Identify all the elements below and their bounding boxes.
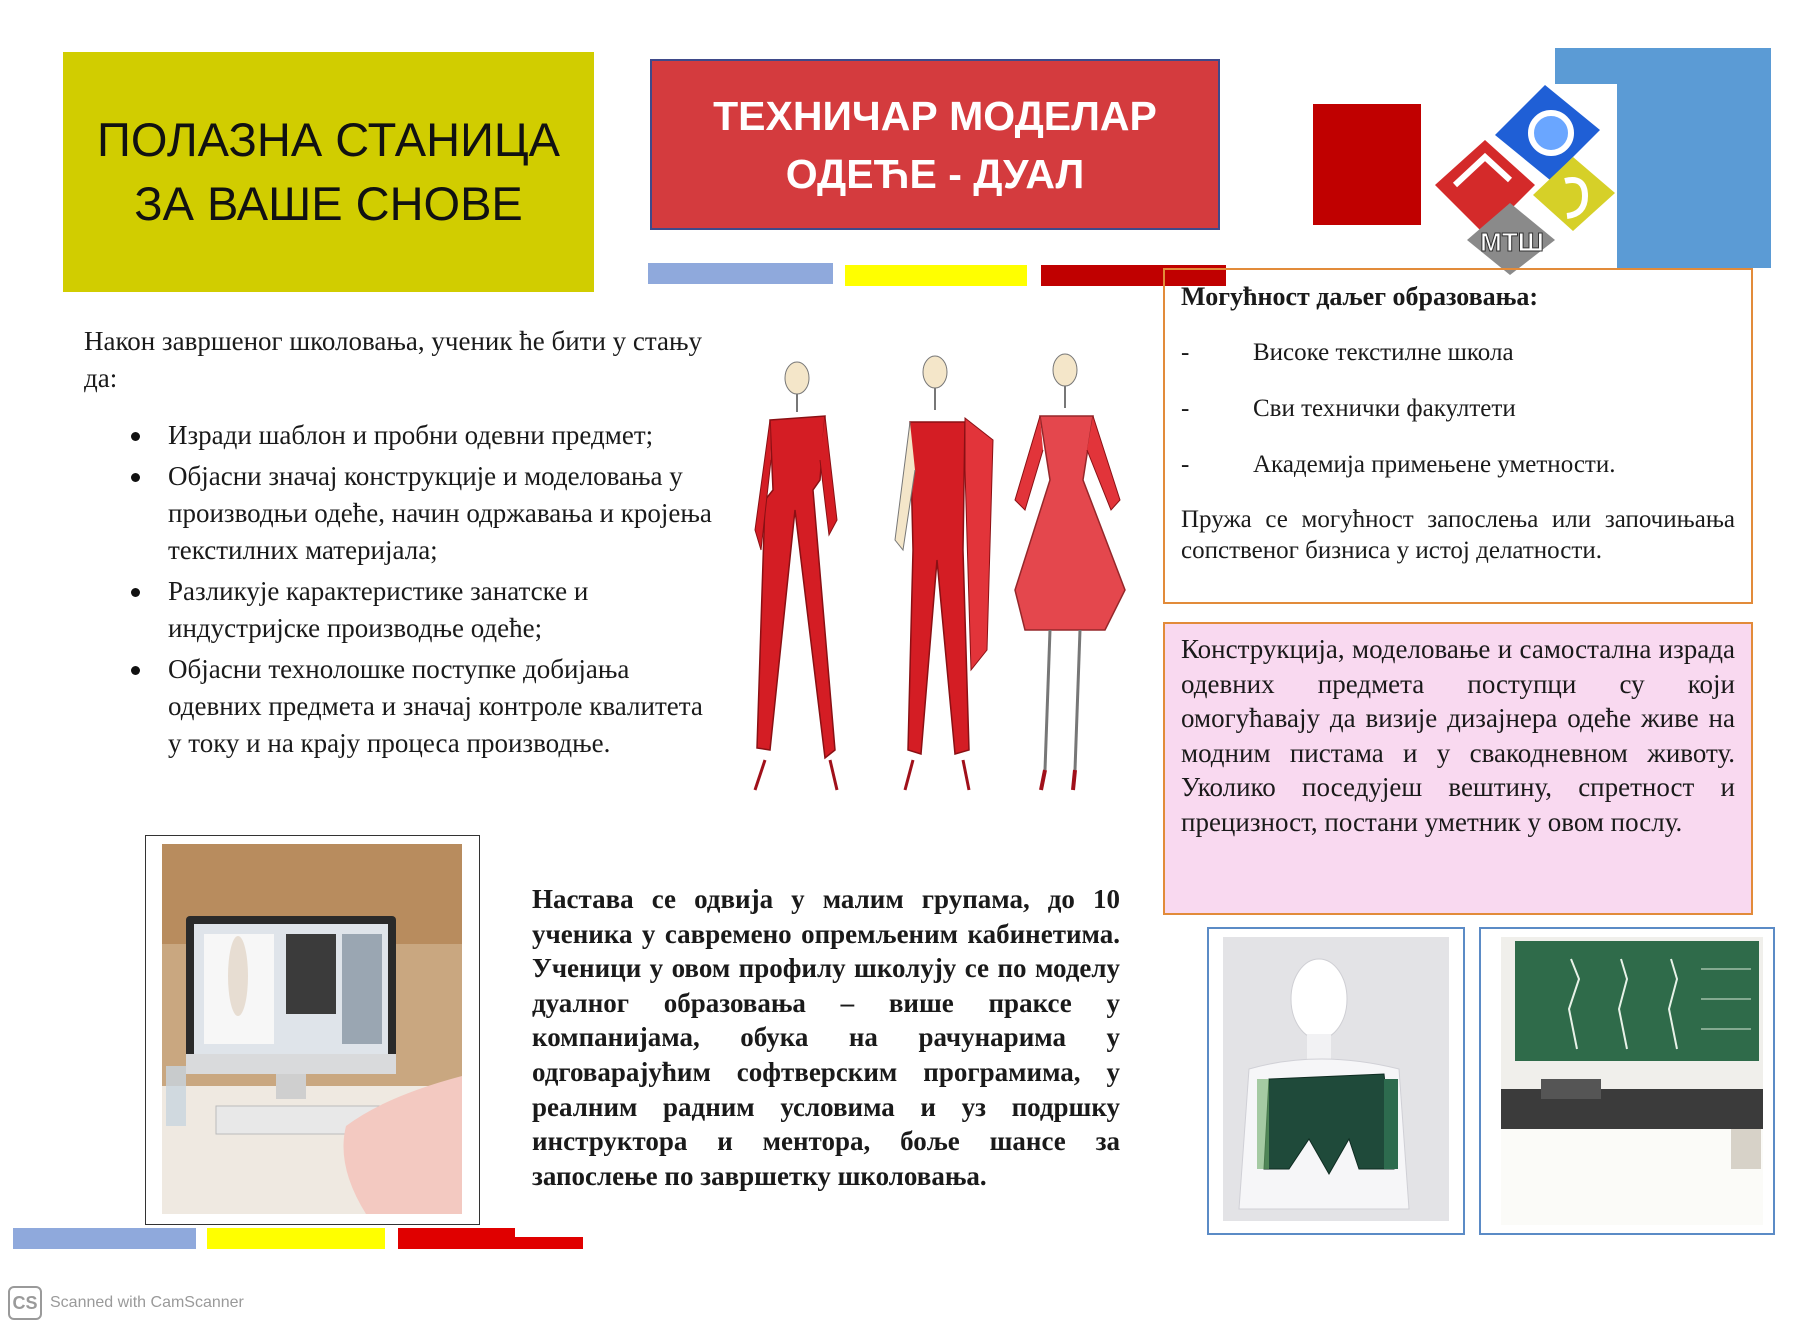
strip-blue-top (648, 263, 833, 284)
list-item: Разликује карактеристике занатске и индустријске производње одеће; (120, 573, 720, 647)
profile-title-box (650, 59, 1220, 230)
strip-yellow-top (845, 265, 1027, 286)
profile-title-line-2: ОДЕЋЕ - ДУАЛ (785, 150, 1085, 197)
chalkboard-photo-frame (1479, 927, 1775, 1235)
svg-text:МТШ: МТШ (1480, 227, 1544, 257)
school-logo-icon (1425, 85, 1625, 275)
computer-photo-image (146, 836, 479, 1224)
list-item: Објасни технолошке поступке добијања одевних предмета и значај контроле квалитета у току и на крају процеса производње. (120, 651, 720, 762)
list-item: - Академија примењене уметности. (1181, 451, 1616, 478)
profile-title-line-1: ТЕХНИЧАР МОДЕЛАР (713, 92, 1157, 139)
list-item: - Високе текстилне школа (1181, 339, 1514, 366)
strip-blue-bottom (13, 1228, 196, 1249)
list-item: - Сви технички факултети (1181, 395, 1516, 422)
education-title: Могућност даљег образовања: (1181, 282, 1539, 311)
outcomes-intro: Након завршеног школовања, ученик ће бити у стању да: (84, 326, 703, 393)
model-figure-2 (895, 356, 993, 790)
model-figure-1 (755, 362, 837, 790)
strip-red-bottom (398, 1228, 515, 1249)
bullet-icon (131, 432, 140, 441)
slogan-line-2: ЗА ВАШЕ СНОВЕ (134, 177, 523, 230)
strip-red-bottom-tail (515, 1237, 583, 1249)
camscanner-logo: CS (8, 1286, 42, 1320)
mannequin-photo-frame (1207, 927, 1465, 1235)
slogan-box (63, 52, 594, 292)
description-box: Конструкција, моделовање и самостална израда одевних предмета поступци су који омогућавају да визије дизајнера одеће живе на модним пистама и у свакодневном животу. Уколико поседујеш вештину, спретност и прецизност, постани уметник у овом послу. (1163, 622, 1753, 915)
teaching-paragraph: Настава се одвија у малим групама, до 10 ученика у савремено опремљеним кабинетима. Ученици у овом профилу школују се по моделу дуалног образовања – више праксе у компанијама, обука на рачунарима у одговарајућим софтверским програмима, у реалним радним условима и уз подршку инструктора и ментора, боље шансе за запослење по завршетку школовања. (532, 884, 1120, 1191)
fashion-sketch-image (725, 350, 1145, 870)
bullet-icon (131, 588, 140, 597)
bullet-icon (131, 473, 140, 482)
bullet-icon (131, 666, 140, 675)
outcomes-list (120, 417, 720, 766)
further-education-box (1163, 268, 1753, 604)
list-item: Објасни значај конструкције и моделовања у производњи одеће, начин одржавања и кројења текстилних материјала; (120, 458, 720, 569)
strip-yellow-bottom (207, 1228, 385, 1249)
slogan-line-1: ПОЛАЗНА СТАНИЦА (97, 113, 560, 166)
camscanner-watermark: Scanned with CamScanner (50, 1294, 244, 1311)
logo-red-square (1313, 104, 1421, 225)
employment-paragraph: Пружа се могућност запослења или започињања сопственог бизниса у истој делатности. (1181, 506, 1735, 564)
mannequin-3d-image (1209, 929, 1463, 1233)
logo-blue-notch (1555, 48, 1617, 84)
computer-photo-frame (145, 835, 480, 1225)
list-item: Изради шаблон и пробни одевни предмет; (120, 417, 720, 454)
model-figure-3 (1015, 354, 1125, 790)
chalkboard-image (1481, 929, 1773, 1233)
